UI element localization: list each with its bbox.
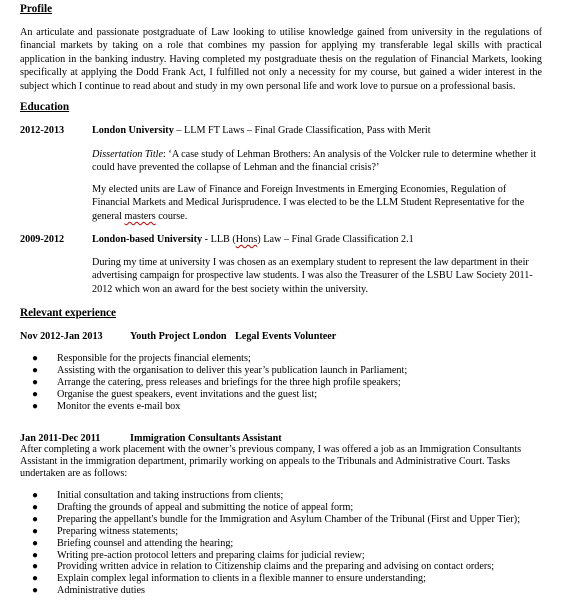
edu-detail-flagged: Hons [235, 234, 258, 245]
bullet-icon: ● [32, 364, 39, 376]
list-item: ● Monitor the events e-mail box [32, 400, 181, 412]
job-2-bullets [32, 490, 521, 597]
units-flagged-word: masters [124, 210, 156, 222]
list-item: ● Arrange the catering, press releases and briefings for the three high profile speakers; [32, 376, 401, 388]
job-role-1: Legal Events Volunteer [235, 331, 337, 342]
list-item: ● Responsible for the projects financial elements; [32, 353, 251, 364]
edu-dates-1: 2012-2013 [20, 125, 65, 136]
experience-heading: Relevant experience [20, 307, 116, 319]
bullet-icon: ● [32, 376, 39, 388]
edu-institution-1: London University [92, 125, 174, 136]
list-item: ● Providing written advice in relation to Citizenship claims and the preparing and advising on contact orders; [32, 561, 495, 573]
list-item: ● Administrative duties [32, 585, 145, 597]
edu-dates-2: 2009-2012 [20, 234, 65, 245]
list-item: ● Writing pre-action protocol letters and preparing claims for judicial review; [32, 549, 365, 561]
edu-institution-2: London-based University [92, 234, 203, 245]
job-dates-2: Jan 2011-Dec 2011 [20, 433, 101, 444]
list-item: ● Preparing witness statements; [32, 525, 179, 537]
profile-text: An articulate and passionate postgraduate of Law looking to utilise knowledge gained from university in the regulations of financial markets by taking on a role that combines my passion for applying my transferable legal skills with practical application in the banking industry. Having completed my postgraduate thesis on the regulation of Financial Markets, looking specifically at applying the Dodd Frank Act, I fulfilled not only a necessity for my course, but gained a wider interest in the subject which I continue to read about and study in my own personal life and work love to pursue on a professional basis. [20, 27, 542, 92]
edu-detail-2b: ) Law – Final Grade Classification 2.1 [257, 234, 414, 245]
dissertation-text: : ‘A case study of Lehman Brothers: An analysis of the Volcker rule to determine whether it could have prevented the collapse of Lehman and the financial crisis?’ [92, 149, 537, 174]
bullet-icon: ● [32, 513, 39, 525]
list-item: ● Organise the guest speakers, event invitations and the guest list; [32, 388, 318, 400]
bullet-icon: ● [32, 501, 39, 513]
job-2-intro: After completing a work placement with the owner’s previous company, I was offered a job as an Immigration Consultants Assistant in the immigration department, primarily working on appeals to the Tribunals and Administrative Court. Tasks undertaken are as follows: [20, 444, 522, 479]
list-item: ● Assisting with the organisation to deliver this year’s publication launch in Parliament; [32, 364, 408, 376]
bullet-icon: ● [32, 549, 39, 561]
bullet-icon: ● [32, 561, 39, 573]
bullet-icon: ● [32, 388, 39, 400]
bullet-icon: ● [32, 573, 39, 585]
list-item: ● Drafting the grounds of appeal and submitting the notice of appeal form; [32, 501, 354, 513]
edu-units [92, 183, 544, 223]
edu-dissertation [92, 148, 542, 175]
education-heading: Education [20, 101, 70, 113]
units-end: course. [155, 210, 188, 222]
edu-detail-1: – LLM FT Laws – Final Grade Classification, Pass with Merit [173, 125, 431, 136]
edu-title-2 [92, 234, 414, 245]
units-text: My elected units are Law of Finance and Foreign Investments in Emerging Economies, Regulation of Financial Markets and Medical Jurisprudence. I was elected to be the LLM Student Representative for the general [92, 184, 525, 222]
bullet-icon: ● [32, 537, 39, 549]
job-org-1: Youth Project London [130, 331, 227, 342]
edu-detail-2a: - LLB ( [202, 234, 236, 245]
list-item: ● Preparing the appellant's bundle for the Immigration and Asylum Chamber of the Tribunal (First and Upper Tier); [32, 513, 521, 525]
list-item: ● Briefing counsel and attending the hearing; [32, 537, 234, 549]
bullet-icon: ● [32, 585, 39, 597]
edu-text-2: During my time at university I was chosen as an exemplary student to represent the law department in their advertising campaign for prospective law students. I was also the Treasurer of the LSBU Law Society 2011-2012 which won an award for the best society within the university. [92, 257, 533, 295]
list-item: ● Initial consultation and taking instructions from clients; [32, 490, 284, 501]
bullet-icon: ● [32, 400, 39, 412]
dissertation-label: Dissertation Title [92, 149, 164, 160]
job-dates-1: Nov 2012-Jan 2013 [20, 331, 103, 342]
edu-title-1 [92, 125, 431, 136]
list-item: ● Explain complex legal information to clients in a flexible manner to ensure understanding; [32, 573, 426, 585]
profile-heading: Profile [20, 3, 53, 15]
bullet-icon: ● [32, 353, 39, 364]
job-role-2: Immigration Consultants Assistant [130, 433, 282, 444]
job-1-bullets [32, 353, 408, 413]
bullet-icon: ● [32, 490, 39, 501]
bullet-icon: ● [32, 525, 39, 537]
